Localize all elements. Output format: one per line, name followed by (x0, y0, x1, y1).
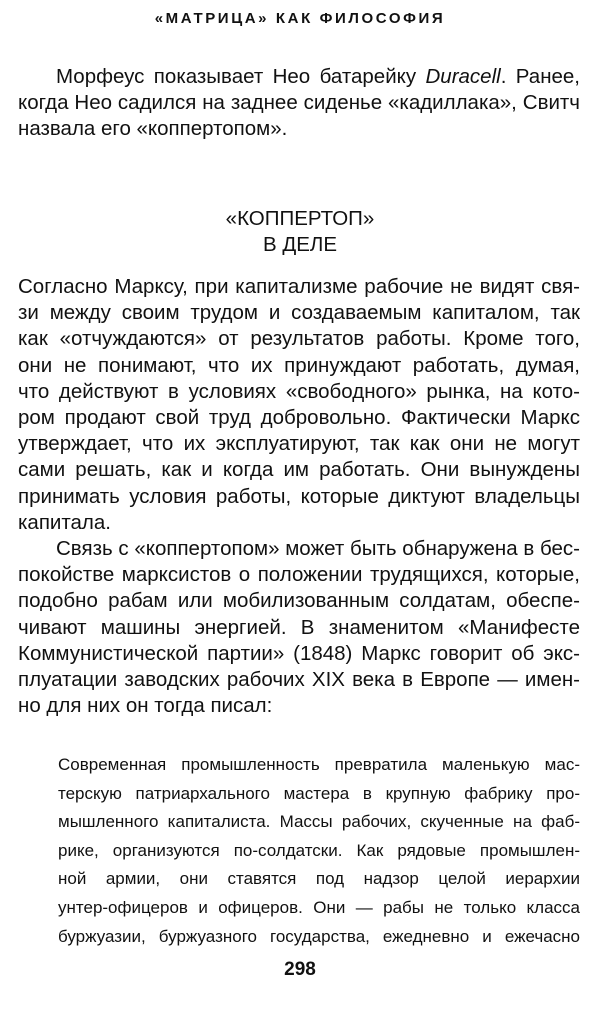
duracell-italic: Duracell (425, 65, 501, 88)
p1-line: утверждает, что их эксплуатируют, так как они не могут (18, 432, 580, 456)
section-title-line-1: «КОППЕРТОП» (225, 207, 375, 230)
quote-line: Современная промышленность превратила маленькую мас- (58, 755, 580, 774)
p1-line: зи между своим трудом и создаваемым капиталом, так (18, 301, 580, 325)
body-paragraph-1 (18, 274, 580, 536)
quote-line: ной армии, они ставятся под надзор целой иерархии (58, 869, 580, 889)
p1-line: сами решать, как и когда им работать. Они вынуждены (18, 458, 580, 482)
block-quote (58, 751, 580, 951)
intro-paragraph (18, 64, 580, 143)
page-number: 298 (284, 959, 316, 980)
p2-line: чивают машины энергией. В знаменитом «Манифесте (18, 615, 580, 639)
intro-line-3: назвала его «коппертопом». (18, 117, 288, 141)
quote-line: рике, организуются по-солдатски. Как рядовые промышлен- (58, 840, 580, 860)
intro-line-1-text: Морфеус показывает Нео батарейку (56, 65, 426, 88)
quote-line: терскую патриархального мастера в крупную фабрику про- (58, 783, 580, 803)
p1-line: принимать условия работы, которые диктуют владельцы (18, 484, 580, 508)
intro-line-1 (18, 64, 580, 90)
intro-line-2: когда Нео садился на заднее сиденье «кадиллака», Свитч (18, 91, 580, 115)
section-title-line-2: В ДЕЛЕ (262, 233, 338, 256)
quote-line: буржуазии, буржуазного государства, ежедневно и ежечасно (58, 926, 580, 946)
p2-line: плуатации заводских рабочих XIX века в Европе — имен- (18, 668, 580, 692)
p1-line: Согласно Марксу, при капитализме рабочие не видят свя- (18, 275, 580, 298)
intro-line-1-end: . Ранее, (500, 65, 581, 88)
running-head: «МАТРИЦА» КАК ФИЛОСОФИЯ (154, 10, 446, 27)
section-title (0, 206, 600, 258)
quote-line: мышленного капиталиста. Массы рабочих, скученные на фаб- (58, 812, 580, 832)
p2-line: но для них он тогда писал: (18, 694, 273, 718)
body-paragraph-2 (18, 536, 580, 719)
p2-line: подобно рабам или мобилизованным солдатам, обеспе- (18, 589, 580, 613)
p2-line: Коммунистической партии» (1848) Маркс говорит об экс- (18, 641, 580, 665)
p2-line: Связь с «коппертопом» может быть обнаружена в бес- (56, 537, 580, 560)
p1-line: ром продают свой труд добровольно. Фактически Маркс (18, 406, 580, 430)
p2-line: покойстве марксистов о положении трудящихся, которые, (18, 563, 580, 587)
p1-line: как «отчуждаются» от результатов работы. Кроме того, (18, 327, 580, 351)
p1-line: капитала. (18, 510, 111, 534)
quote-line: унтер-офицеров и офицеров. Они — рабы не только класса (58, 897, 580, 917)
p1-line: что действуют в условиях «свободного» рынка, на кото- (18, 379, 580, 403)
p1-line: они не понимают, что их принуждают работать, думая, (18, 353, 580, 377)
